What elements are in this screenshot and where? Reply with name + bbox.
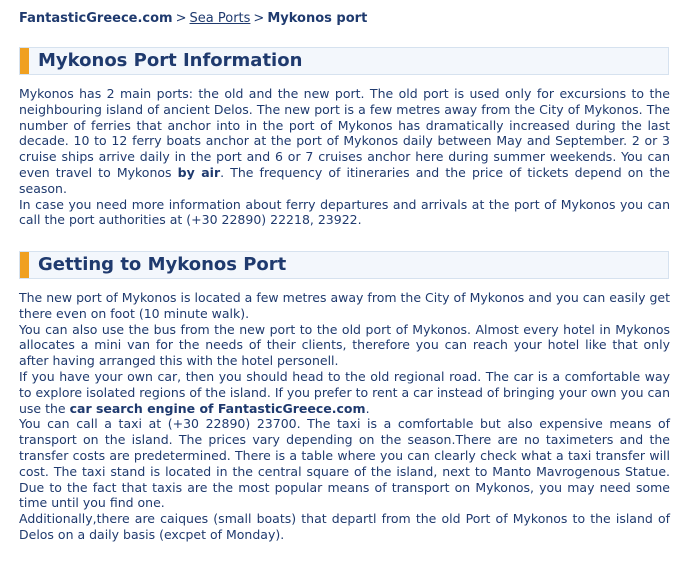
breadcrumb-sea-ports-link[interactable]: Sea Ports — [189, 11, 251, 26]
paragraph: Additionally,there are caiques (small boats) that departl from the old Port of Mykonos to the island of Delos on a daily basis (excpet of Monday). — [19, 511, 670, 542]
breadcrumb-separator: > — [253, 11, 265, 26]
paragraph-text: . — [365, 400, 370, 416]
breadcrumb-site[interactable]: FantasticGreece.com — [19, 11, 173, 26]
paragraph: In case you need more information about ferry departures and arrivals at the port of Mykonos you can call the port authorities at (+30 22890) 22218, 23922. — [19, 196, 670, 228]
by-air-link[interactable]: by air — [177, 164, 221, 180]
paragraph: The new port of Mykonos is located a few metres away from the City of Mykonos and you can easily get there even on foot (10 minute walk). — [19, 290, 670, 321]
car-search-engine-link[interactable]: car search engine of FantasticGreece.com — [69, 400, 366, 416]
paragraph — [19, 369, 670, 416]
getting-to-port-text — [19, 290, 670, 543]
breadcrumb-current: Mykonos port — [267, 11, 368, 26]
section-title: Getting to Mykonos Port — [38, 254, 287, 275]
breadcrumb-separator: > — [175, 11, 187, 26]
paragraph-text: If you have your own car, then you should head to the old regional road. The car is a comfortable way to explore isolated regions of the island. If you prefer to rent a car instead of bringing your own you can use the — [19, 368, 670, 416]
section-title: Mykonos Port Information — [38, 50, 303, 71]
accent-bar — [20, 48, 29, 74]
paragraph: You can call a taxi at (+30 22890) 23700. The taxi is a comfortable but also expensive means of transport on the island. The prices vary depending on the season.There are no taximeters and the transfer costs are predetermined. There is a table where you can clearly check what a taxi transfer will cost. The taxi stand is located in the central square of the island, next to Manto Mavrogenous Statue. Due to the fact that taxis are the most popular means of transport on Mykonos, you may need some time until you find one. — [19, 416, 670, 511]
port-information-text — [19, 86, 670, 228]
paragraph-text: . The frequency of itineraries and the price of tickets depend on the season. — [19, 164, 670, 196]
section-header-getting-to-port — [19, 251, 669, 279]
paragraph: You can also use the bus from the new port to the old port of Mykonos. Almost every hotel in Mykonos allocates a mini van for the needs of their clients, therefore you can reach your hotel like that only after having arranged this with the hotel personell. — [19, 321, 670, 369]
paragraph-text: Mykonos has 2 main ports: the old and the new port. The old port is used only for excursions to the neighbouring island of ancient Delos. The new port is a few metres away from the City of Mykonos. The number of ferries that anchor into in the port of Mykonos has dramatically increased during the last decade. 10 to 12 ferry boats anchor at the port of Mykonos daily between May and September. 2 or 3 cruise ships arrive daily in the port and 6 or 7 cruises anchor here during summer weekends. You can even travel to Mykonos — [19, 86, 670, 180]
paragraph — [19, 86, 670, 197]
accent-bar — [20, 252, 29, 278]
section-header-port-information — [19, 47, 669, 75]
breadcrumb — [19, 11, 367, 26]
